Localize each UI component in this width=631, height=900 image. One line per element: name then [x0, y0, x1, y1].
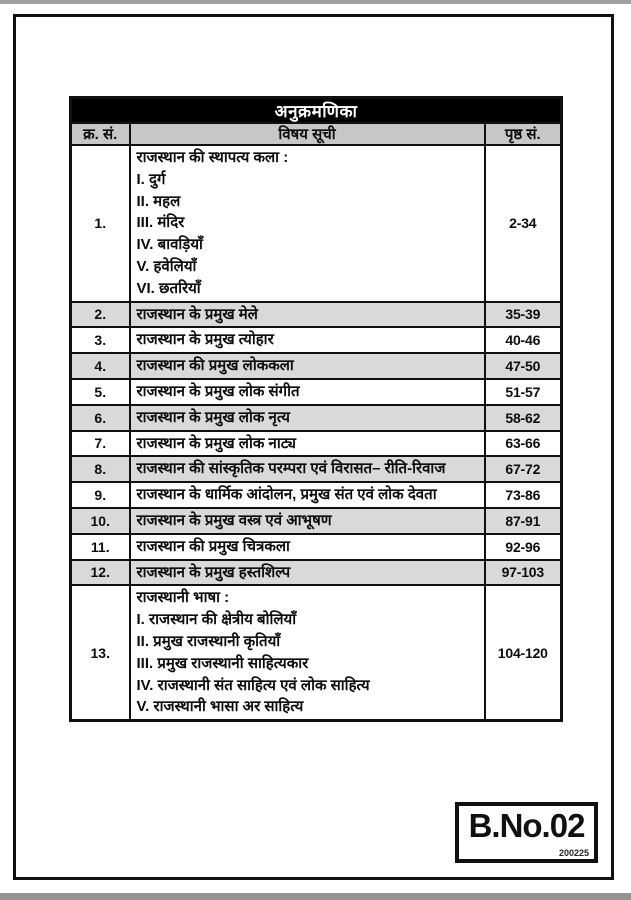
row-sno: 13. — [71, 585, 130, 720]
subject-line: राजस्थान की प्रमुख लोककला — [136, 357, 294, 375]
row-subject — [130, 456, 485, 482]
row-subject — [130, 585, 485, 720]
subject-line: राजस्थान के प्रमुख हस्तशिल्प — [136, 563, 291, 581]
table-row — [71, 145, 562, 302]
row-subject — [130, 508, 485, 534]
subject-line: राजस्थानी भाषा : — [136, 589, 230, 607]
column-header-subject: विषय सूची — [130, 123, 485, 145]
subject-line: IV. राजस्थानी संत साहित्य एवं लोक साहित्य — [136, 676, 370, 694]
stamp-serial: 200225 — [558, 848, 589, 858]
row-pages: 104-120 — [485, 585, 562, 720]
row-sno: 12. — [71, 560, 130, 586]
row-subject — [130, 482, 485, 508]
row-pages: 67-72 — [485, 456, 562, 482]
row-sno: 5. — [71, 379, 130, 405]
row-sno: 1. — [71, 145, 130, 302]
subject-line: II. प्रमुख राजस्थानी कृतियाँ — [136, 632, 281, 650]
row-pages: 40-46 — [485, 327, 562, 353]
table-row — [71, 508, 562, 534]
row-pages: 58-62 — [485, 405, 562, 431]
row-sno: 3. — [71, 327, 130, 353]
subject-line: राजस्थान के प्रमुख लोक नृत्य — [136, 408, 290, 426]
row-subject — [130, 302, 485, 328]
subject-line: V. हवेलियाँ — [136, 257, 197, 275]
row-subject — [130, 379, 485, 405]
row-subject — [130, 353, 485, 379]
row-sno: 11. — [71, 534, 130, 560]
subject-line: I. दुर्ग — [136, 170, 166, 188]
subject-line: राजस्थान के प्रमुख वस्त्र एवं आभूषण — [136, 511, 332, 529]
subject-line: राजस्थान के प्रमुख लोक नाट्य — [136, 434, 296, 452]
row-pages: 73-86 — [485, 482, 562, 508]
subject-line: IV. बावड़ियाँ — [136, 236, 203, 254]
row-sno: 2. — [71, 302, 130, 328]
table-row — [71, 482, 562, 508]
row-subject — [130, 560, 485, 586]
table-row — [71, 353, 562, 379]
row-sno: 7. — [71, 431, 130, 457]
subject-line: राजस्थान के प्रमुख त्योहार — [136, 331, 274, 349]
index-table — [69, 96, 563, 722]
table-row — [71, 456, 562, 482]
subject-line: III. मंदिर — [136, 214, 185, 232]
row-pages: 92-96 — [485, 534, 562, 560]
row-sno: 4. — [71, 353, 130, 379]
table-row — [71, 405, 562, 431]
row-pages: 35-39 — [485, 302, 562, 328]
row-sno: 9. — [71, 482, 130, 508]
subject-line: राजस्थान की प्रमुख चित्रकला — [136, 537, 290, 555]
subject-line: राजस्थान की सांस्कृतिक परम्परा एवं विरासत– रीति-रिवाज — [136, 460, 446, 478]
row-subject — [130, 327, 485, 353]
row-subject — [130, 431, 485, 457]
table-title: अनुक्रमणिका — [71, 98, 562, 124]
scan-edge-top — [0, 0, 631, 4]
subject-line: VI. छतरियाँ — [136, 279, 201, 297]
table-row — [71, 431, 562, 457]
row-pages: 2-34 — [485, 145, 562, 302]
table-row — [71, 534, 562, 560]
row-pages: 97-103 — [485, 560, 562, 586]
table-row — [71, 379, 562, 405]
subject-line: III. प्रमुख राजस्थानी साहित्यकार — [136, 654, 309, 672]
subject-line: राजस्थान की स्थापत्य कला : — [136, 149, 289, 166]
row-pages: 63-66 — [485, 431, 562, 457]
row-sno: 8. — [71, 456, 130, 482]
column-header-sno: क्र. सं. — [71, 123, 130, 145]
table-row — [71, 302, 562, 328]
subject-line: I. राजस्थान की क्षेत्रीय बोलियाँ — [136, 611, 297, 629]
row-subject — [130, 405, 485, 431]
row-pages: 51-57 — [485, 379, 562, 405]
subject-line: V. राजस्थानी भासा अर साहित्य — [136, 698, 304, 716]
subject-line: राजस्थान के प्रमुख लोक संगीत — [136, 382, 300, 400]
index-table-body — [71, 98, 562, 721]
row-subject — [130, 534, 485, 560]
subject-line: राजस्थान के प्रमुख मेले — [136, 305, 258, 323]
row-sno: 6. — [71, 405, 130, 431]
row-sno: 10. — [71, 508, 130, 534]
subject-line: राजस्थान के धार्मिक आंदोलन, प्रमुख संत एवं लोक देवता — [136, 486, 437, 504]
stamp-box — [455, 802, 598, 863]
table-row — [71, 560, 562, 586]
row-subject — [130, 145, 485, 302]
scan-edge-bottom — [0, 893, 631, 900]
table-title-row — [71, 98, 562, 124]
column-header-row — [71, 123, 562, 145]
row-pages: 87-91 — [485, 508, 562, 534]
table-row — [71, 327, 562, 353]
row-pages: 47-50 — [485, 353, 562, 379]
column-header-pages: पृष्ठ सं. — [485, 123, 562, 145]
table-row — [71, 585, 562, 720]
stamp-code: B.No.02 — [468, 807, 585, 844]
subject-line: II. महल — [136, 192, 181, 210]
